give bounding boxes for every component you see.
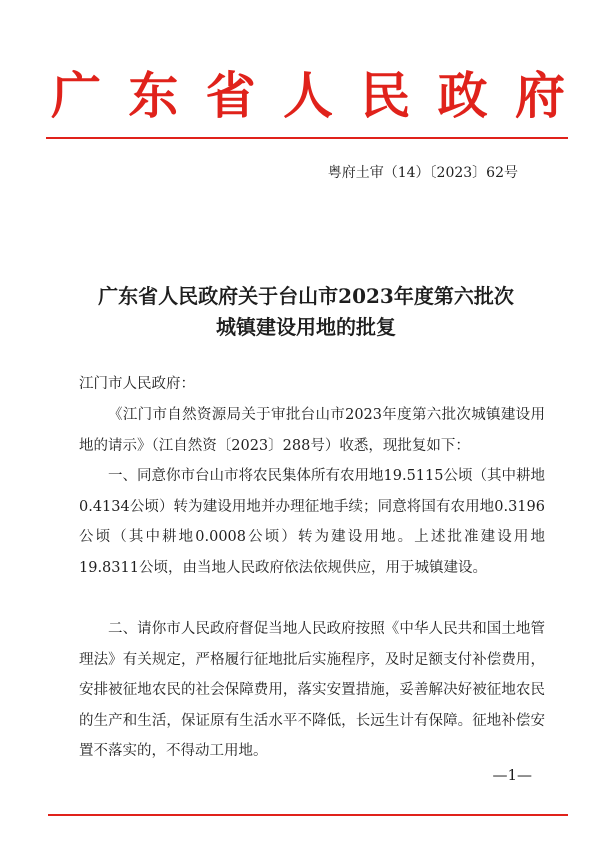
footer-red-rule [48, 814, 568, 816]
masthead-char: 府 [514, 66, 565, 125]
masthead-char: 人 [282, 66, 333, 125]
title-line-2: 城镇建设用地的批复 [216, 315, 396, 339]
masthead-title [48, 68, 568, 124]
page-number: —1— [492, 766, 532, 784]
salutation: 江门市人民政府： [79, 376, 195, 392]
masthead-char: 民 [360, 66, 411, 125]
masthead-char: 省 [205, 66, 256, 125]
paragraph-item-1: 一、同意你市台山市将农民集体所有农用地19.5115公顷（其中耕地0.4134公顷）转为建设用地并办理征地手续；同意将国有农用地0.3196公顷（其中耕地0.0008公顷）转为建设用地。上述批准建设用地19.8311公顷，由当地人民政府依法依规供应，用于城镇建设。 [79, 468, 545, 576]
document-number: 粤府土审（14）〔2023〕62号 [327, 165, 518, 181]
paragraph-item-2: 二、请你市人民政府督促当地人民政府按照《中华人民共和国土地管理法》有关规定，严格履行征地批后实施程序，及时足额支付补偿费用，安排被征地农民的社会保障费用，落实安置措施，妥善解决好被征地农民的生产和生活，保证原有生活水平不降低，长远生计有保障。征地补偿安置不落实的，不得动工用地。 [79, 621, 545, 759]
masthead-char: 东 [128, 66, 179, 125]
document-title [60, 281, 552, 343]
title-line-1: 广东省人民政府关于台山市2023年度第六批次 [98, 284, 514, 308]
masthead-char: 广 [51, 66, 101, 125]
masthead-char: 政 [437, 66, 488, 125]
paragraph-request: 《江门市自然资源局关于审批台山市2023年度第六批次城镇建设用地的请示》（江自然资〔2023〕288号）收悉，现批复如下： [79, 407, 545, 454]
masthead-red-rule [46, 137, 568, 139]
